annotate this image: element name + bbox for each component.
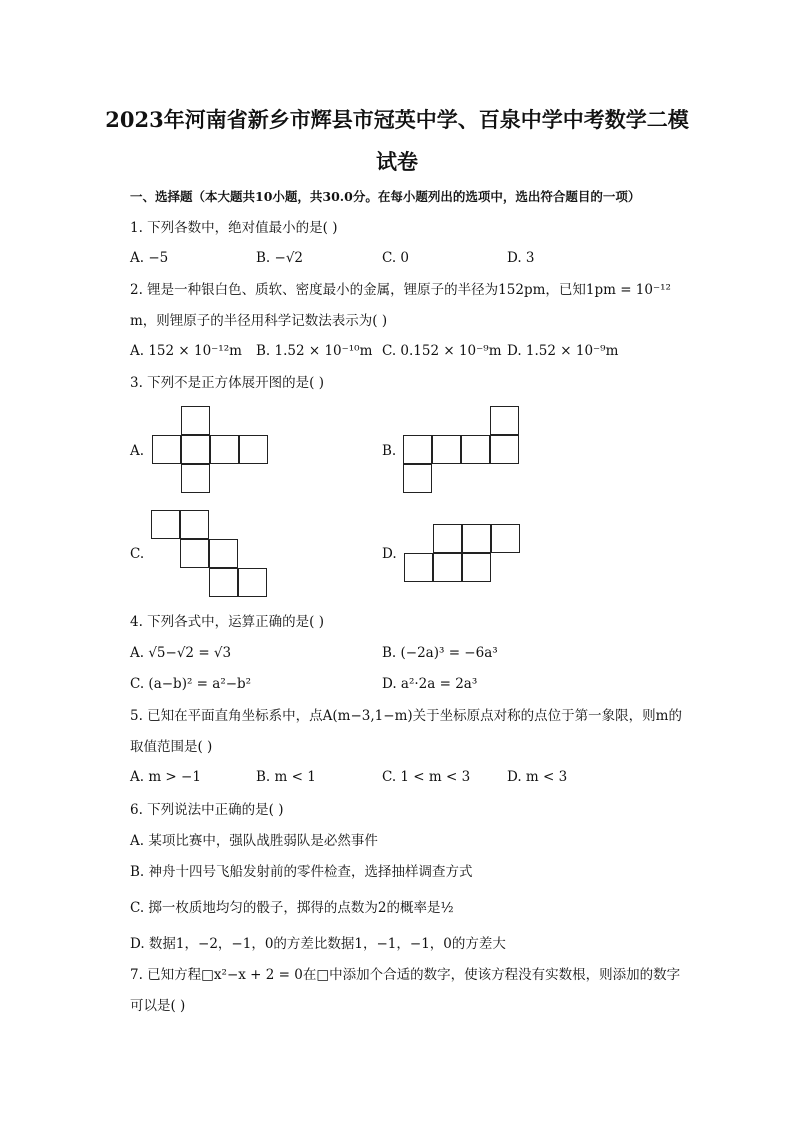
net-cell — [491, 524, 520, 553]
q3-stem: 3. 下列不是正方体展开图的是( ) — [130, 375, 324, 391]
q2-stem-line2: m，则锂原子的半径用科学记数法表示为( ) — [130, 313, 388, 329]
q2-option-a: A. 152 × 10⁻¹²m — [130, 343, 242, 359]
q3-label-c: C. — [130, 546, 145, 562]
q6-option-c: C. 掷一枚质地均匀的骰子，掷得的点数为2的概率是½ — [130, 900, 454, 916]
q5-option-d: D. m < 3 — [507, 769, 568, 785]
net-cell — [239, 435, 268, 464]
cube-net-c — [151, 510, 271, 600]
q4-stem: 4. 下列各式中，运算正确的是( ) — [130, 614, 324, 630]
cube-net-d — [404, 524, 524, 584]
net-cell — [403, 435, 432, 464]
q6-option-d: D. 数据1，−2，−1，0的方差比数据1，−1，−1，0的方差大 — [130, 936, 506, 952]
net-cell — [180, 539, 209, 568]
net-cell — [404, 553, 433, 582]
net-cell — [433, 553, 462, 582]
q1-option-b: B. −√2 — [256, 250, 304, 266]
net-cell — [432, 435, 461, 464]
net-cell — [181, 464, 210, 493]
q2-option-d: D. 1.52 × 10⁻⁹m — [507, 343, 619, 359]
cube-net-b — [403, 406, 523, 496]
q1-option-d: D. 3 — [507, 250, 535, 266]
net-cell — [433, 524, 462, 553]
q4-option-d: D. a²·2a = 2a³ — [382, 676, 478, 692]
q5-option-a: A. m > −1 — [130, 769, 201, 785]
net-cell — [181, 435, 210, 464]
net-cell — [403, 464, 432, 493]
exam-title-line1: 2023年河南省新乡市辉县市冠英中学、百泉中学中考数学二模 — [105, 107, 689, 132]
exam-title-line2: 试卷 — [376, 149, 418, 174]
q5-option-c: C. 1 < m < 3 — [382, 769, 471, 785]
q3-label-d: D. — [382, 546, 397, 562]
q2-stem-line1: 2. 锂是一种银白色、质软、密度最小的金属，锂原子的半径为152pm，已知1pm = 10⁻¹² — [130, 282, 671, 298]
q5-stem-line1: 5. 已知在平面直角坐标系中，点A(m−3,1−m)关于坐标原点对称的点位于第一象限，则m的 — [130, 708, 682, 724]
q7-stem-line2: 可以是( ) — [130, 998, 186, 1014]
q6-option-b: B. 神舟十四号飞船发射前的零件检查，选择抽样调查方式 — [130, 864, 473, 880]
section-heading: 一、选择题（本大题共10小题，共30.0分。在每小题列出的选项中，选出符合题目的一项） — [130, 189, 641, 204]
q1-option-a: A. −5 — [130, 250, 169, 266]
q7-stem-line1: 7. 已知方程□x²−x + 2 = 0在□中添加个合适的数字，使该方程没有实数根，则添加的数字 — [130, 967, 681, 983]
q3-label-a: A. — [130, 443, 145, 459]
net-cell — [209, 539, 238, 568]
q5-option-b: B. m < 1 — [256, 769, 316, 785]
q2-option-c: C. 0.152 × 10⁻⁹m — [382, 343, 502, 359]
q2-option-b: B. 1.52 × 10⁻¹⁰m — [256, 343, 373, 359]
net-cell — [461, 435, 490, 464]
q3-label-b: B. — [382, 443, 397, 459]
q1-option-c: C. 0 — [382, 250, 410, 266]
net-cell — [152, 435, 181, 464]
q1-stem: 1. 下列各数中，绝对值最小的是( ) — [130, 220, 338, 236]
q5-stem-line2: 取值范围是( ) — [130, 739, 213, 755]
net-cell — [462, 553, 491, 582]
net-cell — [180, 510, 209, 539]
net-cell — [209, 568, 238, 597]
net-cell — [238, 568, 267, 597]
cube-net-a — [152, 406, 272, 496]
net-cell — [151, 510, 180, 539]
q4-option-a: A. √5−√2 = √3 — [130, 645, 232, 661]
net-cell — [462, 524, 491, 553]
q6-stem: 6. 下列说法中正确的是( ) — [130, 802, 284, 818]
q4-option-c: C. (a−b)² = a²−b² — [130, 676, 252, 692]
q4-option-b: B. (−2a)³ = −6a³ — [382, 645, 498, 661]
net-cell — [181, 406, 210, 435]
net-cell — [210, 435, 239, 464]
net-cell — [490, 435, 519, 464]
net-cell — [490, 406, 519, 435]
q6-option-a: A. 某项比赛中，强队战胜弱队是必然事件 — [130, 833, 378, 849]
